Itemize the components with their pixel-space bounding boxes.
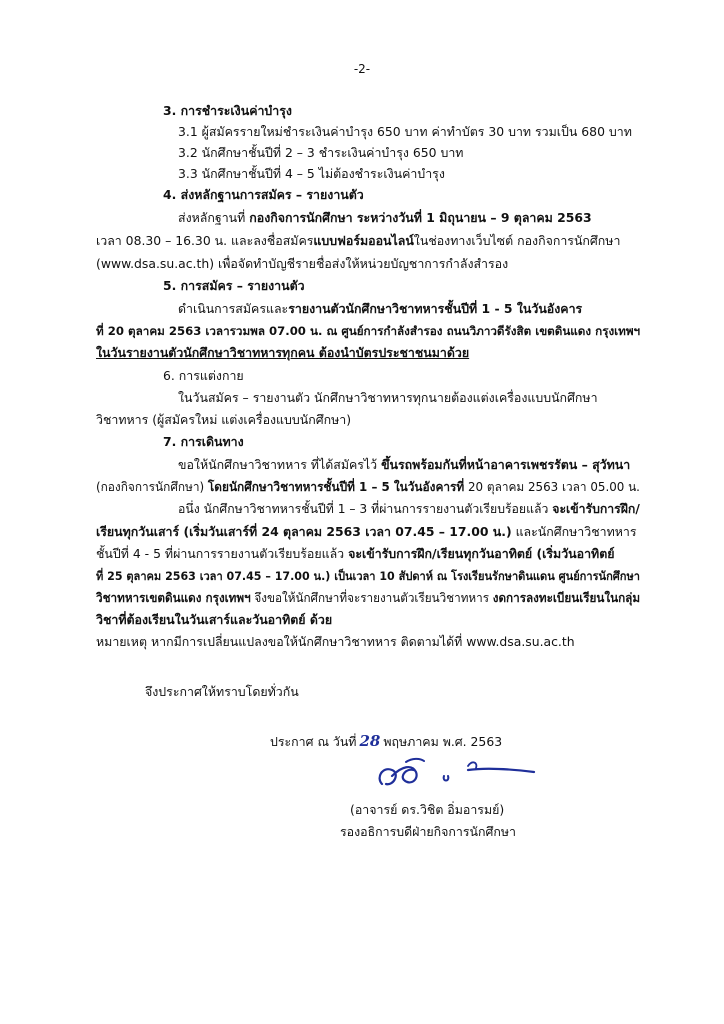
section-4-line-2b: แบบฟอร์มออนไลน์: [313, 233, 414, 248]
section-5-heading: 5. การสมัคร – รายงานตัว: [163, 278, 305, 293]
section-6-heading: 6. การแต่งกาย: [163, 368, 244, 383]
section-3-item-1: 3.1 ผู้สมัครรายใหม่ชำระเงินค่าบำรุง 650 บาท ค่าทำบัตร 30 บาท รวมเป็น 680 บาท: [178, 124, 632, 139]
section-7-line-6: ที่ 25 ตุลาคม 2563 เวลา 07.45 – 17.00 น.) เป็นเวลา 10 สัปดาห์ ณ โรงเรียนรักษาดินแดน ศูนย์การนักศึกษา: [96, 569, 640, 583]
section-7-line-3a: อนึ่ง นักศึกษาวิชาทหารชั้นปีที่ 1 – 3 ที่ผ่านการรายงานตัวเรียบร้อยแล้ว: [178, 501, 553, 516]
announcement-date: [270, 733, 502, 750]
section-7-line-5a: ชั้นปีที่ 4 - 5 ที่ผ่านการรายงานตัวเรียบร้อยแล้ว: [96, 546, 349, 561]
section-4-line-1b: กองกิจการนักศึกษา ระหว่างวันที่ 1 มิถุนายน – 9 ตุลาคม 2563: [249, 210, 592, 225]
section-7-line-2: [96, 479, 640, 495]
announce-suffix: พฤษภาคม พ.ศ. 2563: [383, 734, 503, 749]
section-7-line-2b: โดยนักศึกษาวิชาทหารชั้นปีที่ 1 – 5 ในวันอังคารที่: [207, 479, 465, 494]
section-7-line-2c: 20 ตุลาคม 2563 เวลา 05.00 น.: [464, 479, 640, 494]
section-7-line-4b: และนักศึกษาวิชาทหาร: [511, 524, 637, 539]
signature-icon: [372, 756, 542, 796]
section-7-line-2a: (กองกิจการนักศึกษา): [96, 479, 208, 494]
section-7-line-1b: ขึ้นรถพร้อมกันที่หน้าอาคารเพชรรัตน – สุวัทนา: [381, 457, 631, 472]
section-7-line-8: วิชาที่ต้องเรียนในวันเสาร์และวันอาทิตย์ ด้วย: [96, 612, 333, 627]
section-4-line-2: [96, 233, 620, 249]
section-7-line-7: [96, 590, 640, 606]
note: หมายเหตุ หากมีการเปลี่ยนแปลงขอให้นักศึกษาวิชาทหาร ติดตามได้ที่ www.dsa.su.ac.th: [96, 634, 575, 649]
section-5-line-1b: รายงานตัวนักศึกษาวิชาทหารชั้นปีที่ 1 - 5 ในวันอังคาร: [288, 301, 583, 316]
section-3-item-2: 3.2 นักศึกษาชั้นปีที่ 2 – 3 ชำระเงินค่าบำรุง 650 บาท: [178, 145, 464, 160]
section-7-line-5b: จะเข้ารับการฝึก/เรียนทุกวันอาทิตย์ (เริ่มวันอาทิตย์: [348, 546, 615, 561]
section-4-line-1a: ส่งหลักฐานที่: [178, 210, 250, 225]
section-5-line-1a: ดำเนินการสมัครและ: [178, 301, 289, 316]
section-7-line-5: [96, 546, 615, 562]
section-7-heading: 7. การเดินทาง: [163, 434, 244, 449]
page-number: -2-: [353, 62, 371, 76]
closing-line: จึงประกาศให้ทราบโดยทั่วกัน: [145, 684, 299, 699]
section-5-line-1: [178, 301, 582, 317]
section-7-line-7c: งดการลงทะเบียนเรียนในกลุ่ม: [492, 590, 641, 605]
announce-day: 28: [359, 732, 381, 750]
section-7-line-3b: จะเข้ารับการฝึก/: [552, 501, 640, 516]
section-7-line-1: [178, 457, 630, 473]
section-7-line-3: [178, 501, 640, 517]
section-7-line-4: [96, 524, 637, 540]
section-6-line-1: ในวันสมัคร – รายงานตัว นักศึกษาวิชาทหารทุกนายต้องแต่งเครื่องแบบนักศึกษา: [178, 390, 598, 405]
section-6-line-2: วิชาทหาร (ผู้สมัครใหม่ แต่งเครื่องแบบนักศึกษา): [96, 412, 352, 427]
section-7-line-4a: เรียนทุกวันเสาร์ (เริ่มวันเสาร์ที่ 24 ตุลาคม 2563 เวลา 07.45 – 17.00 น.): [96, 524, 512, 539]
section-7-line-7b: จึงขอให้นักศึกษาที่จะรายงานตัวเรียนวิชาทหาร: [250, 590, 493, 605]
section-4-line-3: (www.dsa.su.ac.th) เพื่อจัดทำบัญชีรายชื่อส่งให้หน่วยบัญชาการกำลังสำรอง: [96, 256, 509, 271]
section-3-item-3: 3.3 นักศึกษาชั้นปีที่ 4 – 5 ไม่ต้องชำระเงินค่าบำรุง: [178, 166, 445, 181]
section-7-line-7a: วิชาทหารเขตดินแดง กรุงเทพฯ: [96, 590, 251, 605]
section-4-line-1: [178, 210, 592, 226]
section-4-heading: 4. ส่งหลักฐานการสมัคร – รายงานตัว: [163, 187, 364, 202]
section-5-line-2: ที่ 20 ตุลาคม 2563 เวลารวมพล 07.00 น. ณ ศูนย์การกำลังสำรอง ถนนวิภาวดีรังสิต เขตดินแดง กรุงเทพฯ: [96, 324, 641, 338]
section-4-line-2a: เวลา 08.30 – 16.30 น. และลงชื่อสมัคร: [96, 233, 314, 248]
section-5-line-3: ในวันรายงานตัวนักศึกษาวิชาทหารทุกคน ต้องนำบัตรประชาชนมาด้วย: [96, 345, 470, 360]
section-3-heading: 3. การชำระเงินค่าบำรุง: [163, 103, 292, 118]
announce-prefix: ประกาศ ณ วันที่: [270, 734, 357, 749]
signer-name: (อาจารย์ ดร.วิชิต อิ่มอารมย์): [350, 802, 505, 817]
signer-position: รองอธิการบดีฝ่ายกิจการนักศึกษา: [340, 824, 516, 839]
section-4-line-2c: ในช่องทางเว็บไซต์ กองกิจการนักศึกษา: [413, 233, 621, 248]
section-7-line-1a: ขอให้นักศึกษาวิชาทหาร ที่ได้สมัครไว้: [178, 457, 382, 472]
